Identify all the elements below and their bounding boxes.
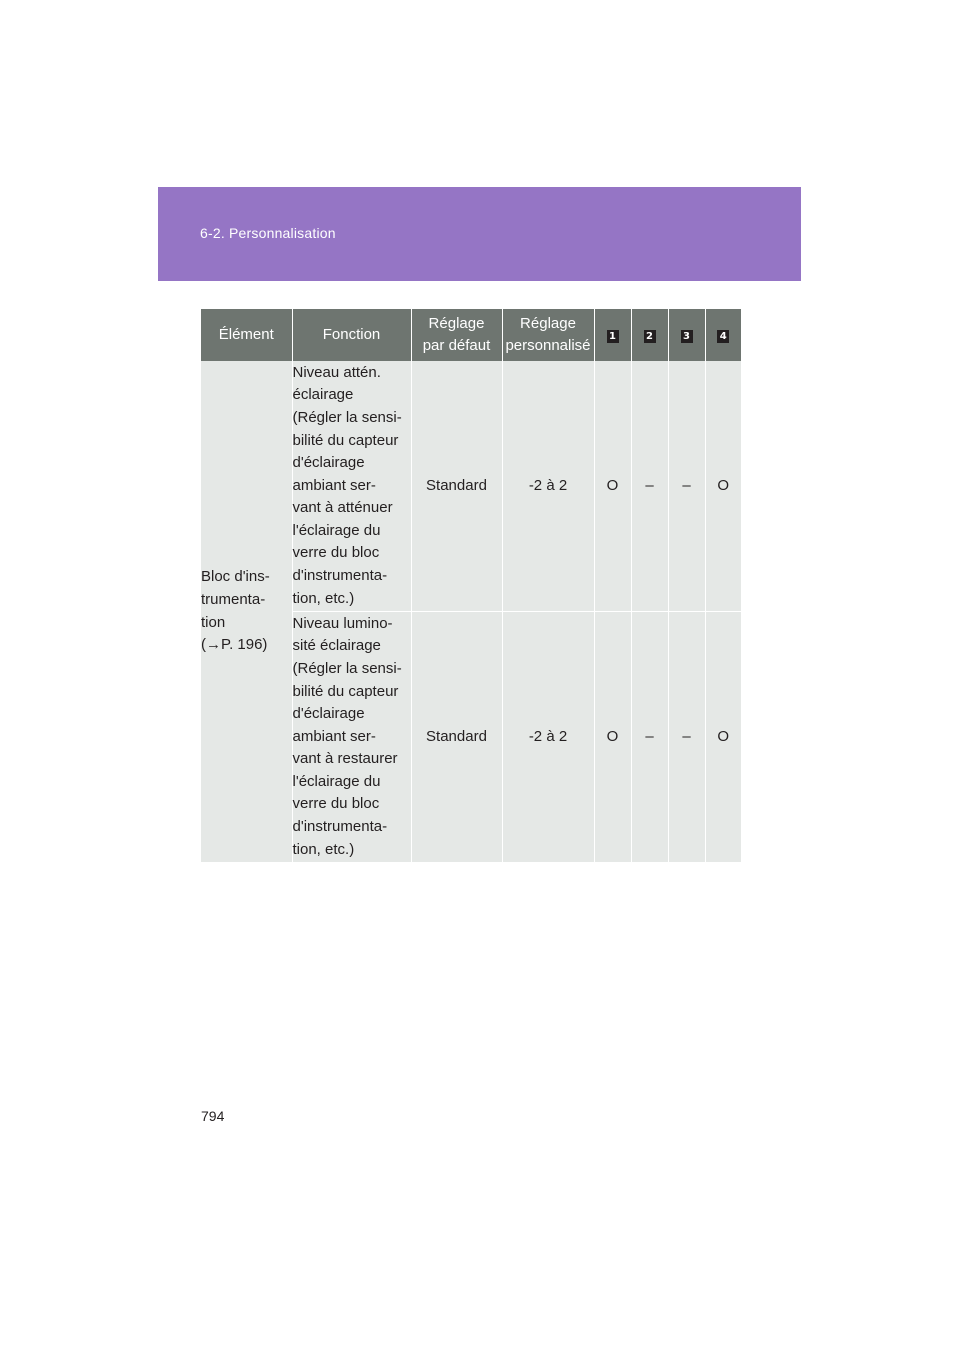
table-header-row bbox=[201, 309, 741, 361]
custom-setting-cell: -2 à 2 bbox=[502, 361, 594, 612]
function-cell: Niveau attén. éclairage (Régler la sensi- bilité du capteur d'éclairage ambiant ser- vant à atténuer l'éclairage du verre du bloc d'instrumenta- tion, etc.) bbox=[292, 361, 411, 612]
method-3-cell: – bbox=[668, 612, 705, 863]
header-method-2 bbox=[631, 309, 668, 361]
section-header-band bbox=[158, 187, 801, 281]
number-4-icon: 4 bbox=[717, 330, 729, 343]
settings-table bbox=[201, 309, 741, 863]
section-title: 6-2. Personnalisation bbox=[200, 225, 336, 241]
method-1-cell: O bbox=[594, 361, 631, 612]
header-method-4 bbox=[705, 309, 741, 361]
page-number: 794 bbox=[201, 1108, 225, 1124]
default-setting-cell: Standard bbox=[411, 612, 502, 863]
custom-setting-cell: -2 à 2 bbox=[502, 612, 594, 863]
table-row bbox=[201, 361, 741, 612]
method-3-cell: – bbox=[668, 361, 705, 612]
element-cell: Bloc d'ins- trumenta- tion (→P. 196) bbox=[201, 361, 292, 863]
number-1-icon: 1 bbox=[607, 330, 619, 343]
default-setting-cell: Standard bbox=[411, 361, 502, 612]
header-custom-setting: Réglage personnalisé bbox=[502, 309, 594, 361]
header-method-1 bbox=[594, 309, 631, 361]
header-element: Élément bbox=[201, 309, 292, 361]
method-4-cell: O bbox=[705, 361, 741, 612]
function-cell: Niveau lumino- sité éclairage (Régler la sensi- bilité du capteur d'éclairage ambiant ser- vant à restaurer l'éclairage du verre du bloc d'instrumenta- tion, etc.) bbox=[292, 612, 411, 863]
method-1-cell: O bbox=[594, 612, 631, 863]
header-method-3 bbox=[668, 309, 705, 361]
method-2-cell: – bbox=[631, 612, 668, 863]
number-2-icon: 2 bbox=[644, 330, 656, 343]
number-3-icon: 3 bbox=[681, 330, 693, 343]
method-4-cell: O bbox=[705, 612, 741, 863]
header-default-setting: Réglage par défaut bbox=[411, 309, 502, 361]
header-function: Fonction bbox=[292, 309, 411, 361]
method-2-cell: – bbox=[631, 361, 668, 612]
page-reference: (→P. 196) bbox=[201, 636, 268, 654]
